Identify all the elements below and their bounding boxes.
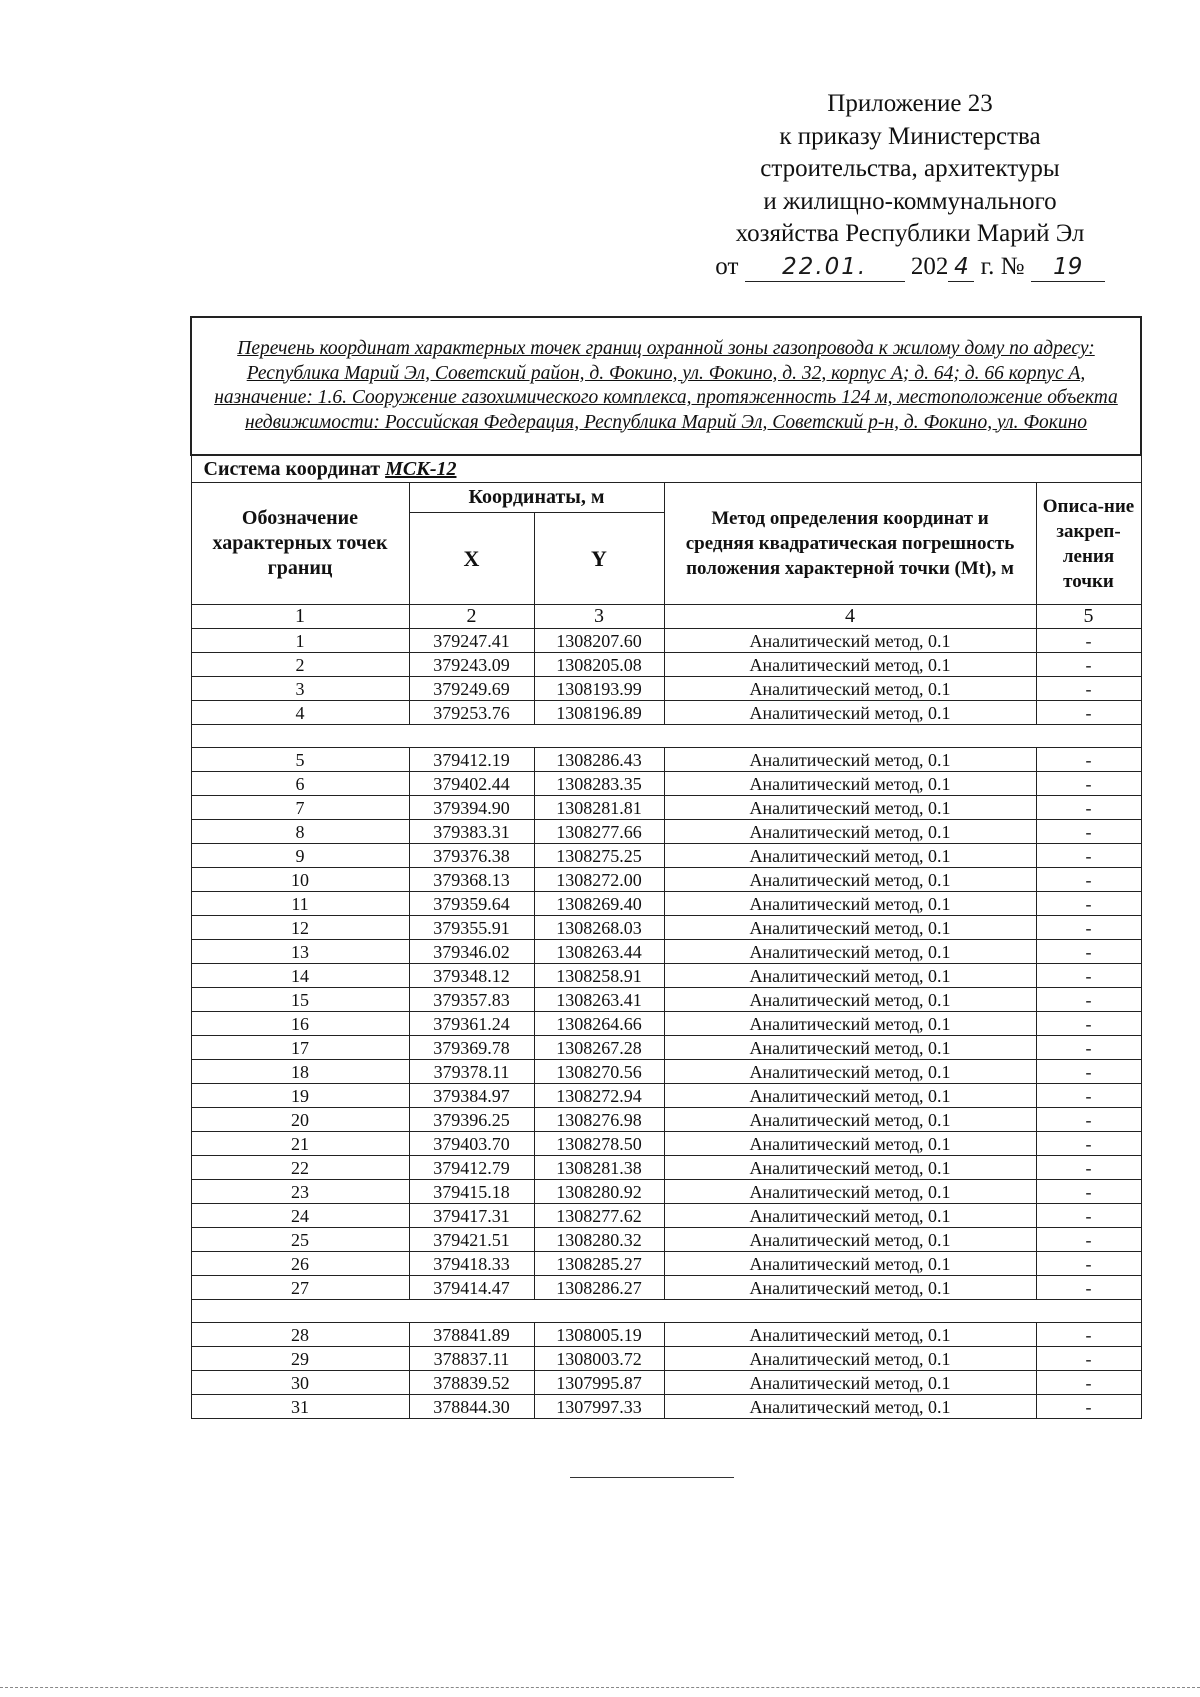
table-row: [191, 796, 1141, 820]
coordinates-table: [190, 316, 1142, 1419]
y-coordinate: 1308269.40: [534, 892, 664, 916]
x-coordinate: 379361.24: [409, 1012, 534, 1036]
header-description: Описа-ние закреп-ления точки: [1036, 483, 1141, 605]
y-coordinate: 1308193.99: [534, 677, 664, 701]
method: Аналитический метод, 0.1: [664, 1228, 1036, 1252]
method: Аналитический метод, 0.1: [664, 1204, 1036, 1228]
table-row: [191, 1132, 1141, 1156]
y-coordinate: 1308263.44: [534, 940, 664, 964]
point-id: 6: [191, 772, 409, 796]
point-id: 12: [191, 916, 409, 940]
table-row: [191, 844, 1141, 868]
fixing-description: -: [1036, 1132, 1141, 1156]
x-coordinate: 379421.51: [409, 1228, 534, 1252]
x-coordinate: 379414.47: [409, 1276, 534, 1300]
y-coordinate: 1308283.35: [534, 772, 664, 796]
column-number: 1: [191, 605, 409, 629]
x-coordinate: 378837.11: [409, 1347, 534, 1371]
fixing-description: -: [1036, 868, 1141, 892]
x-coordinate: 379402.44: [409, 772, 534, 796]
point-id: 31: [191, 1395, 409, 1419]
method: Аналитический метод, 0.1: [664, 1060, 1036, 1084]
method: Аналитический метод, 0.1: [664, 940, 1036, 964]
point-id: 26: [191, 1252, 409, 1276]
fixing-description: -: [1036, 964, 1141, 988]
point-id: 3: [191, 677, 409, 701]
table-row: [191, 1347, 1141, 1371]
table-row: [191, 1276, 1141, 1300]
point-id: 20: [191, 1108, 409, 1132]
x-coordinate: 379378.11: [409, 1060, 534, 1084]
method: Аналитический метод, 0.1: [664, 1371, 1036, 1395]
y-coordinate: 1308258.91: [534, 964, 664, 988]
fixing-description: -: [1036, 748, 1141, 772]
fixing-description: -: [1036, 1371, 1141, 1395]
x-coordinate: 379346.02: [409, 940, 534, 964]
column-number: 3: [534, 605, 664, 629]
fixing-description: -: [1036, 677, 1141, 701]
header-line-1: Приложение 23: [827, 90, 993, 117]
x-coordinate: 379247.41: [409, 629, 534, 653]
table-title: Перечень координат характерных точек границ охранной зоны газопровода к жилому дому по адресу: Республика Марий Эл, Советский район, д. Фокино, ул. Фокино, д. 32, корпус А; д. 64; д. 66 корпус А, назначение: 1.6. Сооружение газохимического комплекса, протяженность 124 м, местоположение объекта недвижимости: Российская Федерация, Республика Марий Эл, Советский р-н, д. Фокино, ул. Фокино: [191, 317, 1141, 455]
fixing-description: -: [1036, 1323, 1141, 1347]
fixing-description: -: [1036, 1108, 1141, 1132]
y-coordinate: 1308285.27: [534, 1252, 664, 1276]
x-coordinate: 379369.78: [409, 1036, 534, 1060]
point-id: 11: [191, 892, 409, 916]
method: Аналитический метод, 0.1: [664, 748, 1036, 772]
fixing-description: -: [1036, 1156, 1141, 1180]
header-y: Y: [534, 513, 664, 605]
point-id: 10: [191, 868, 409, 892]
fixing-description: -: [1036, 1060, 1141, 1084]
point-id: 17: [191, 1036, 409, 1060]
y-coordinate: 1308264.66: [534, 1012, 664, 1036]
fixing-description: -: [1036, 1395, 1141, 1419]
method: Аналитический метод, 0.1: [664, 1276, 1036, 1300]
fixing-description: -: [1036, 629, 1141, 653]
date-prefix: от: [715, 252, 739, 280]
table-row: [191, 1323, 1141, 1347]
order-year-digit: 4: [948, 253, 974, 282]
table-row: [191, 1108, 1141, 1132]
coordinate-system: [191, 455, 1141, 483]
method: Аналитический метод, 0.1: [664, 1252, 1036, 1276]
x-coordinate: 379355.91: [409, 916, 534, 940]
y-coordinate: 1307995.87: [534, 1371, 664, 1395]
method: Аналитический метод, 0.1: [664, 1132, 1036, 1156]
x-coordinate: 379394.90: [409, 796, 534, 820]
y-coordinate: 1308272.00: [534, 868, 664, 892]
table-row: [191, 748, 1141, 772]
x-coordinate: 379412.19: [409, 748, 534, 772]
fixing-description: -: [1036, 1276, 1141, 1300]
order-number: 19: [1031, 253, 1105, 282]
group-separator-cell: [191, 725, 1141, 748]
method: Аналитический метод, 0.1: [664, 892, 1036, 916]
fixing-description: -: [1036, 1347, 1141, 1371]
order-date-line: [690, 251, 1130, 284]
method: Аналитический метод, 0.1: [664, 1156, 1036, 1180]
scan-edge-line: [0, 1687, 1200, 1688]
method: Аналитический метод, 0.1: [664, 772, 1036, 796]
y-coordinate: 1308277.62: [534, 1204, 664, 1228]
header-coordinates: Координаты, м: [409, 483, 664, 513]
header-x: X: [409, 513, 534, 605]
table-row: [191, 677, 1141, 701]
table-row: [191, 916, 1141, 940]
point-id: 19: [191, 1084, 409, 1108]
x-coordinate: 379383.31: [409, 820, 534, 844]
y-coordinate: 1308207.60: [534, 629, 664, 653]
y-coordinate: 1308278.50: [534, 1132, 664, 1156]
point-id: 13: [191, 940, 409, 964]
table-row: [191, 1252, 1141, 1276]
x-coordinate: 379249.69: [409, 677, 534, 701]
point-id: 5: [191, 748, 409, 772]
fixing-description: -: [1036, 1204, 1141, 1228]
point-id: 22: [191, 1156, 409, 1180]
y-coordinate: 1308281.38: [534, 1156, 664, 1180]
group-separator-row: [191, 1300, 1141, 1323]
x-coordinate: 379357.83: [409, 988, 534, 1012]
method: Аналитический метод, 0.1: [664, 1012, 1036, 1036]
x-coordinate: 378839.52: [409, 1371, 534, 1395]
table-row: [191, 820, 1141, 844]
x-coordinate: 379368.13: [409, 868, 534, 892]
fixing-description: -: [1036, 653, 1141, 677]
table-row: [191, 1395, 1141, 1419]
x-coordinate: 379376.38: [409, 844, 534, 868]
method: Аналитический метод, 0.1: [664, 796, 1036, 820]
point-id: 24: [191, 1204, 409, 1228]
method: Аналитический метод, 0.1: [664, 1180, 1036, 1204]
fixing-description: -: [1036, 940, 1141, 964]
point-id: 1: [191, 629, 409, 653]
fixing-description: -: [1036, 844, 1141, 868]
point-id: 14: [191, 964, 409, 988]
method: Аналитический метод, 0.1: [664, 1395, 1036, 1419]
point-id: 28: [191, 1323, 409, 1347]
header-point-designation: Обозначение характерных точек границ: [191, 483, 409, 605]
fixing-description: -: [1036, 892, 1141, 916]
y-coordinate: 1308263.41: [534, 988, 664, 1012]
x-coordinate: 379384.97: [409, 1084, 534, 1108]
document-header: [690, 88, 1130, 283]
method: Аналитический метод, 0.1: [664, 820, 1036, 844]
coordinate-system-value: МСК-12: [385, 457, 457, 480]
y-coordinate: 1308277.66: [534, 820, 664, 844]
method: Аналитический метод, 0.1: [664, 844, 1036, 868]
point-id: 23: [191, 1180, 409, 1204]
x-coordinate: 379396.25: [409, 1108, 534, 1132]
closing-rule: [570, 1477, 734, 1478]
header-line-3: строительства, архитектуры: [760, 155, 1060, 182]
column-number: 5: [1036, 605, 1141, 629]
y-coordinate: 1308280.32: [534, 1228, 664, 1252]
table-row: [191, 629, 1141, 653]
method: Аналитический метод, 0.1: [664, 653, 1036, 677]
header-line-5: хозяйства Республики Марий Эл: [735, 220, 1085, 247]
y-coordinate: 1307997.33: [534, 1395, 664, 1419]
y-coordinate: 1308276.98: [534, 1108, 664, 1132]
method: Аналитический метод, 0.1: [664, 916, 1036, 940]
x-coordinate: 379403.70: [409, 1132, 534, 1156]
table-row: [191, 988, 1141, 1012]
y-coordinate: 1308267.28: [534, 1036, 664, 1060]
table-row: [191, 1036, 1141, 1060]
table-row: [191, 868, 1141, 892]
table-row: [191, 1180, 1141, 1204]
header-method: Метод определения координат и средняя квадратическая погрешность положения характерной точки (Mt), м: [664, 483, 1036, 605]
column-number: 4: [664, 605, 1036, 629]
group-separator-cell: [191, 1300, 1141, 1323]
method: Аналитический метод, 0.1: [664, 1084, 1036, 1108]
x-coordinate: 379253.76: [409, 701, 534, 725]
x-coordinate: 378841.89: [409, 1323, 534, 1347]
table-row: [191, 964, 1141, 988]
table-row: [191, 940, 1141, 964]
table-row: [191, 1204, 1141, 1228]
fixing-description: -: [1036, 701, 1141, 725]
point-id: 7: [191, 796, 409, 820]
method: Аналитический метод, 0.1: [664, 1108, 1036, 1132]
method: Аналитический метод, 0.1: [664, 1347, 1036, 1371]
y-coordinate: 1308275.25: [534, 844, 664, 868]
x-coordinate: 379415.18: [409, 1180, 534, 1204]
method: Аналитический метод, 0.1: [664, 868, 1036, 892]
method: Аналитический метод, 0.1: [664, 629, 1036, 653]
header-line-4: и жилищно-коммунального: [763, 187, 1057, 215]
x-coordinate: 379417.31: [409, 1204, 534, 1228]
x-coordinate: 379359.64: [409, 892, 534, 916]
fixing-description: -: [1036, 1252, 1141, 1276]
table-row: [191, 1228, 1141, 1252]
header-line-2: к приказу Министерства: [779, 122, 1041, 150]
column-number: 2: [409, 605, 534, 629]
y-coordinate: 1308272.94: [534, 1084, 664, 1108]
y-coordinate: 1308281.81: [534, 796, 664, 820]
point-id: 25: [191, 1228, 409, 1252]
y-coordinate: 1308196.89: [534, 701, 664, 725]
fixing-description: -: [1036, 1180, 1141, 1204]
fixing-description: -: [1036, 1012, 1141, 1036]
x-coordinate: 379243.09: [409, 653, 534, 677]
y-coordinate: 1308003.72: [534, 1347, 664, 1371]
number-label: г. №: [980, 252, 1025, 280]
coordinate-system-label: Система координат: [203, 457, 381, 480]
y-coordinate: 1308270.56: [534, 1060, 664, 1084]
table-row: [191, 653, 1141, 677]
fixing-description: -: [1036, 916, 1141, 940]
column-numbers-row: [191, 605, 1141, 629]
y-coordinate: 1308286.27: [534, 1276, 664, 1300]
x-coordinate: 379348.12: [409, 964, 534, 988]
group-separator-row: [191, 725, 1141, 748]
table-row: [191, 892, 1141, 916]
fixing-description: -: [1036, 772, 1141, 796]
method: Аналитический метод, 0.1: [664, 964, 1036, 988]
y-coordinate: 1308005.19: [534, 1323, 664, 1347]
y-coordinate: 1308280.92: [534, 1180, 664, 1204]
year-prefix: 202: [910, 252, 949, 280]
point-id: 21: [191, 1132, 409, 1156]
x-coordinate: 378844.30: [409, 1395, 534, 1419]
fixing-description: -: [1036, 988, 1141, 1012]
point-id: 8: [191, 820, 409, 844]
y-coordinate: 1308205.08: [534, 653, 664, 677]
table-row: [191, 772, 1141, 796]
fixing-description: -: [1036, 820, 1141, 844]
fixing-description: -: [1036, 1228, 1141, 1252]
table-row: [191, 1371, 1141, 1395]
method: Аналитический метод, 0.1: [664, 677, 1036, 701]
x-coordinate: 379418.33: [409, 1252, 534, 1276]
y-coordinate: 1308268.03: [534, 916, 664, 940]
point-id: 18: [191, 1060, 409, 1084]
order-date: 22.01.: [745, 253, 905, 282]
point-id: 27: [191, 1276, 409, 1300]
x-coordinate: 379412.79: [409, 1156, 534, 1180]
point-id: 2: [191, 653, 409, 677]
y-coordinate: 1308286.43: [534, 748, 664, 772]
fixing-description: -: [1036, 1084, 1141, 1108]
method: Аналитический метод, 0.1: [664, 1036, 1036, 1060]
fixing-description: -: [1036, 796, 1141, 820]
table-row: [191, 1012, 1141, 1036]
method: Аналитический метод, 0.1: [664, 988, 1036, 1012]
table-row: [191, 1060, 1141, 1084]
fixing-description: -: [1036, 1036, 1141, 1060]
point-id: 30: [191, 1371, 409, 1395]
table-row: [191, 701, 1141, 725]
point-id: 15: [191, 988, 409, 1012]
point-id: 16: [191, 1012, 409, 1036]
point-id: 4: [191, 701, 409, 725]
table-row: [191, 1156, 1141, 1180]
method: Аналитический метод, 0.1: [664, 701, 1036, 725]
point-id: 29: [191, 1347, 409, 1371]
method: Аналитический метод, 0.1: [664, 1323, 1036, 1347]
table-row: [191, 1084, 1141, 1108]
point-id: 9: [191, 844, 409, 868]
